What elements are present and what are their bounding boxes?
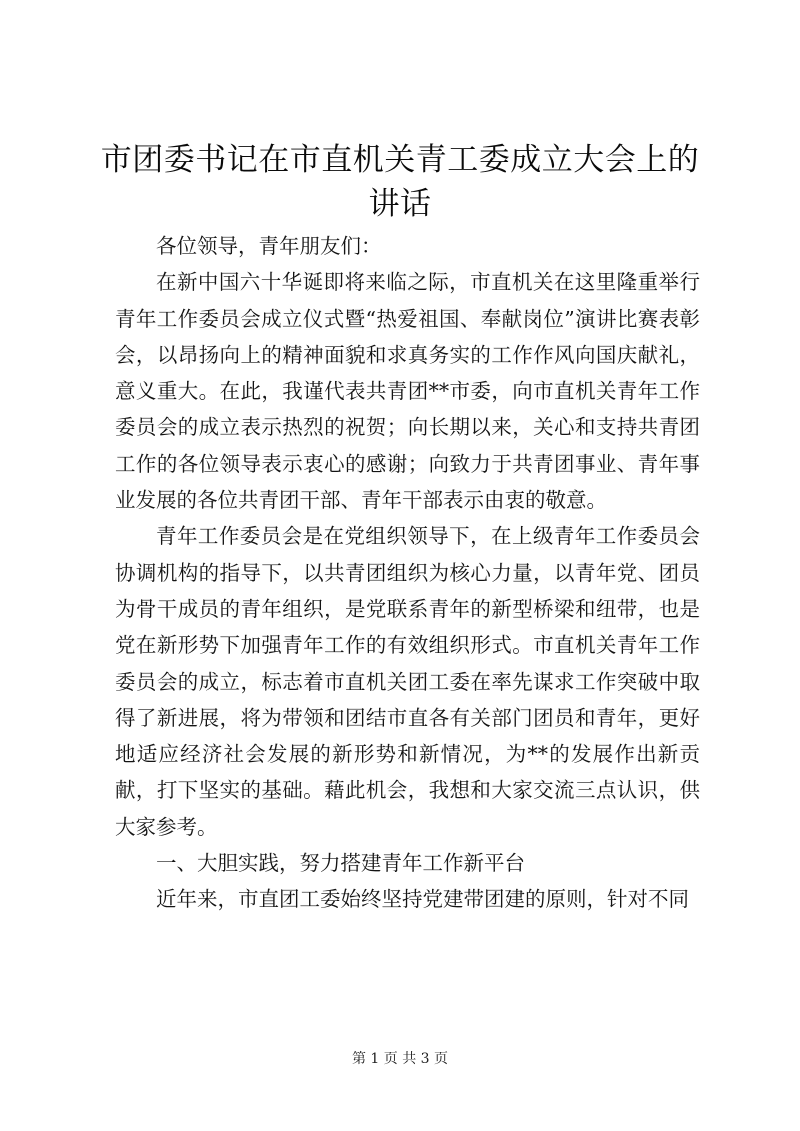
section-heading-one: 一、大胆实践，努力搭建青年工作新平台: [156, 851, 525, 876]
document-title: 市团委书记在市直机关青工委成立大会上的讲话: [100, 142, 700, 222]
paragraph-section-one: 近年来，市直团工委始终坚持党建带团建的原则，针对不同: [156, 887, 689, 912]
paragraph-greeting: 各位领导，青年朋友们：: [156, 234, 382, 258]
paragraph-committee-role: 青年工作委员会是在党组织领导下，在上级青年工作委员会协调机构的指导下，以共青团组织为核心力量，以青年党、团员为骨干成员的青年组织，是党联系青年的新型桥梁和纽带，也是党在新形势下加强青年工作的有效组织形式。市直机关青年工作委员会的成立，标志着市直机关团工委在率先谋求工作突破中取得了新进展，将为带领和团结市直各有关部门团员和青年，更好地适应经济社会发展的新形势和新情况，为**的发展作出新贡献，打下坚实的基础。藉此机会，我想和大家交流三点认识，供大家参考。: [115, 524, 700, 839]
document-body: [115, 228, 700, 918]
page-footer: 第 1 页 共 3 页: [351, 1051, 449, 1067]
paragraph-opening: 在新中国六十华诞即将来临之际，市直机关在这里隆重举行青年工作委员会成立仪式暨“热爱祖国、奉献岗位”演讲比赛表彰会，以昂扬向上的精神面貌和求真务实的工作作风向国庆献礼，意义重大。在此，我谨代表共青团**市委，向市直机关青年工作委员会的成立表示热烈的祝贺；向长期以来，关心和支持共青团工作的各位领导表示衷心的感谢；向致力于共青团事业、青年事业发展的各位共青团干部、青年干部表示由衷的敬意。: [115, 270, 700, 513]
